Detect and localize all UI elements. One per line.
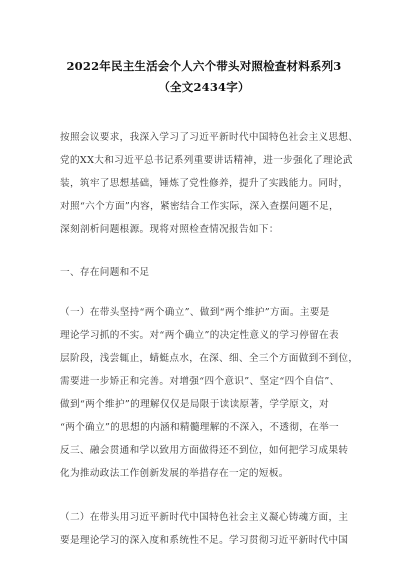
para1-line-1: （一）在带头坚持“两个确立”、做到“两个维护”方面。主要是 [60,307,330,318]
para2-line-1: （二）在带头用习近平新时代中国特色社会主义凝心铸魂方面，主 [60,512,349,523]
document-title: 2022年民主生活会个人六个带头对照检查材料系列3 [66,59,342,73]
intro-line-4: 对照“六个方面”内容，紧密结合工作实际，深入查摆问题不足， [60,201,339,212]
document-subtitle: （全文2434字） [158,80,250,94]
section-heading: 一、存在问题和不足 [60,267,150,278]
para1-line-2: 理论学习抓的不实。对“两个确立”的决定性意义的学习停留在表 [60,330,339,341]
para1-line-7: 反三、融会贯通和学以致用方面做得还不到位，如何把学习成果转 [60,445,349,456]
para1-line-6: “两个确立”的思想的内涵和精髓理解的不深入，不透彻，在举一 [60,422,339,433]
intro-line-1: 按照会议要求，我深入学习了习近平新时代中国特色社会主义思想、 [60,132,359,143]
intro-line-3: 装，筑牢了思想基础，锤炼了党性修养，提升了实践能力。同时， [60,178,349,189]
intro-line-2: 党的XX大和习近平总书记系列重要讲话精神，进一步强化了理论武 [60,155,353,166]
para1-line-8: 化为推动政法工作创新发展的举措存在一定的短板。 [60,468,289,479]
para2-line-2: 要是理论学习的深入度和系统性不足。学习贯彻习近平新时代中国 [60,535,349,546]
para1-line-4: 需要进一步矫正和完善。对增强“四个意识”、坚定“四个自信”、 [60,376,340,387]
para1-line-5: 做到“两个维护”的理解仅仅是局限于读读原著，学学原文，对 [60,399,330,410]
para1-line-3: 层阶段，浅尝辄止，蜻蜓点水，在深、细、全三个方面做到不到位， [60,353,359,364]
intro-line-5: 深刻剖析问题根源。现将对照检查情况报告如下： [60,224,279,235]
